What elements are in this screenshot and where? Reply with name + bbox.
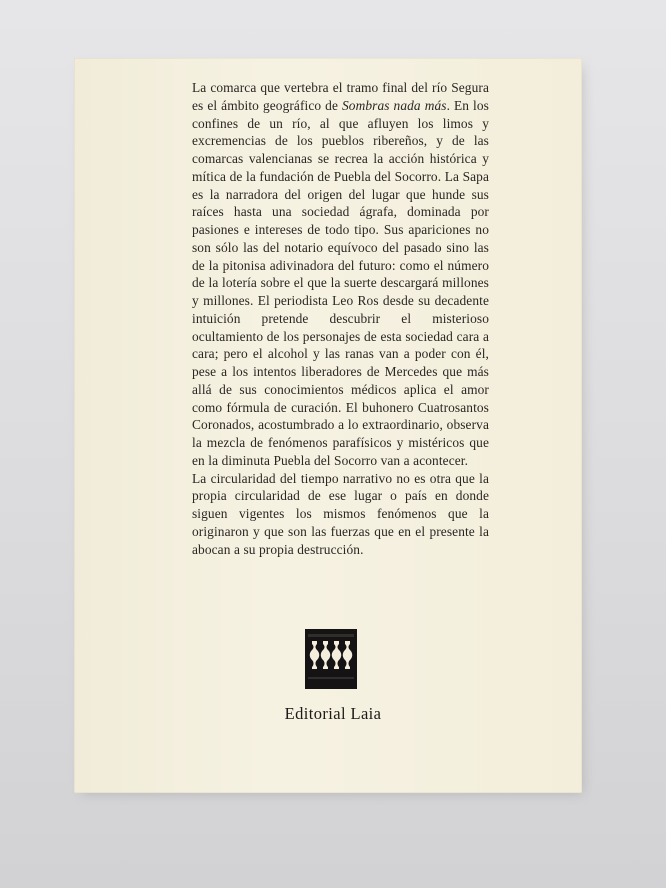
balustrade-logo-icon — [305, 629, 357, 689]
blurb-paragraph-1 — [192, 79, 489, 470]
blurb-intro: La comarca que vertebra el tramo final del río Segura es el ámbito geográfico de — [192, 80, 489, 113]
book-title-italic: Sombras nada más — [341, 97, 447, 113]
publisher-name: Editorial Laia — [284, 704, 382, 723]
blurb-body: . En los confines de un río, al que afluyen los limos y excremencias de los pueblos ribereños, y de las comarcas valencianas se recrea la acción histórica y mítica de la fundación de Puebla del Socorro. La Sapa es la narradora del origen del lugar que hunde sus raíces hasta una sociedad ágrafa, dominada por pasiones e intereses de todo tipo. Sus apariciones no son sólo las del notario equívoco del pasado sino las de la pitonisa adivinadora del futuro: como el número de la lotería sobre el que la suerte descargará millones y millones. El periodista Leo Ros desde su decadente intuición pretende descubrir el misterioso ocultamiento de los personajes de esta sociedad cara a cara; pero el alcohol y las ranas van a poder con él, pese a los intentos liberadores de Mercedes que más allá de sus conocimientos médicos aplica el amor como fórmula de curación. El buhonero Cuatrosantos Coronados, acostumbrado a lo extraordinario, observa la mezcla de fenómenos parafísicos y mistéricos que en la diminuta Puebla del Socorro van a acontecer. — [192, 97, 489, 468]
blurb-text — [192, 79, 489, 558]
blurb-paragraph-2: La circularidad del tiempo narrativo no es otra que la propia circularidad de ese lugar o país en donde siguen vigentes los mismos fenómenos que la originaron y que son las fuerzas que en el presente la abocan a su propia destrucción. — [192, 470, 489, 557]
